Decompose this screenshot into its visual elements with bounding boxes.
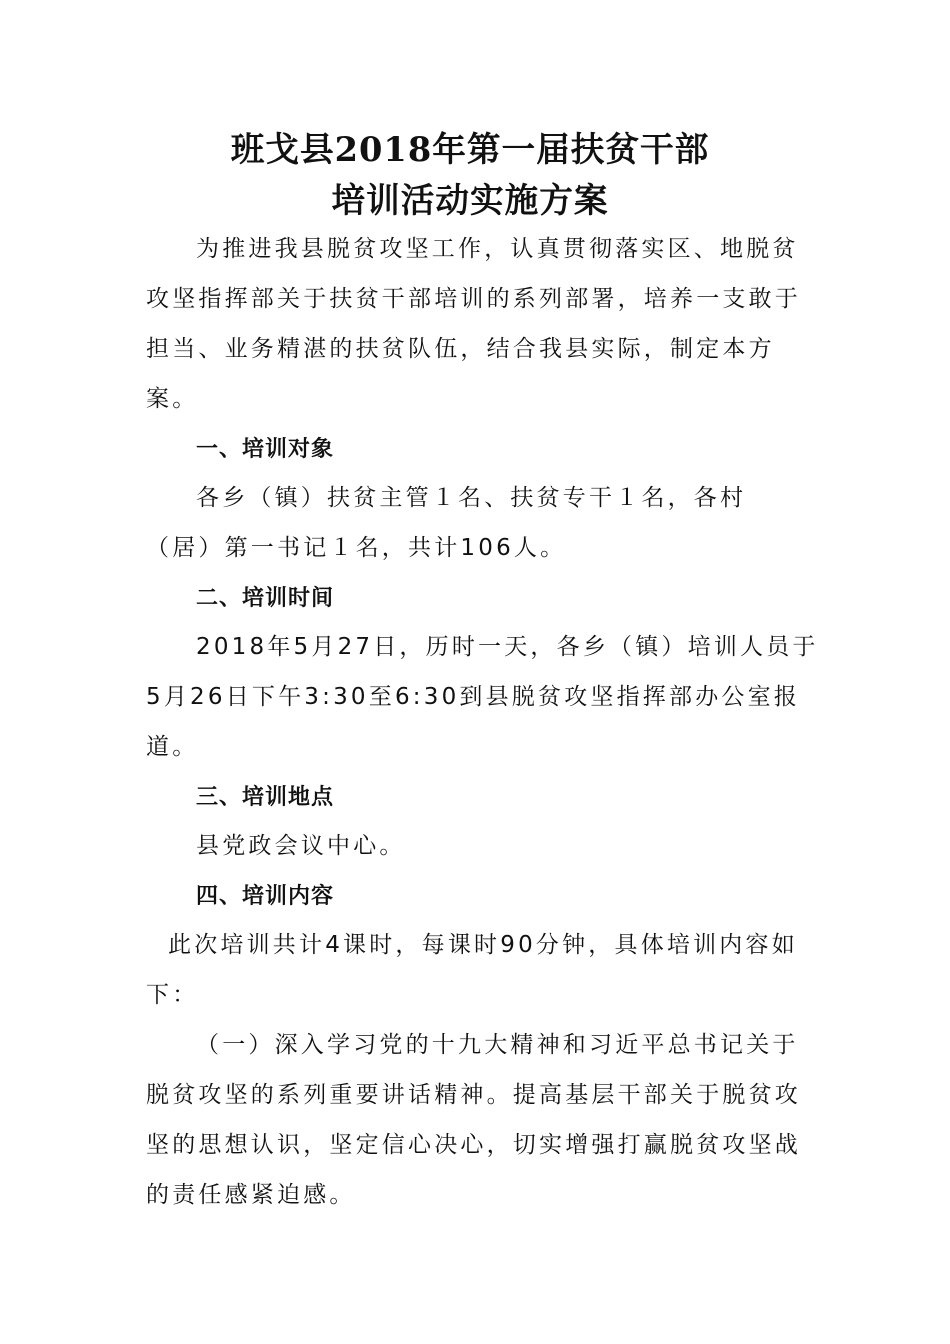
section2-line-1: 2018年5月27日，历时一天，各乡（镇）培训人员于	[196, 634, 819, 660]
document-title-line-2: 培训活动实施方案	[331, 181, 609, 221]
section3-line-1: 县党政会议中心。	[196, 833, 406, 859]
content-item-1-line-1: （一）深入学习党的十九大精神和习近平总书记关于	[196, 1032, 799, 1058]
section4-line-2: 下：	[146, 982, 199, 1008]
section1-line-1: 各乡（镇）扶贫主管１名、扶贫专干１名，各村	[196, 485, 747, 511]
section-heading-targets: 一、培训对象	[196, 437, 335, 462]
intro-line-4: 案。	[146, 386, 199, 412]
section-heading-content: 四、培训内容	[196, 884, 335, 909]
section-heading-location: 三、培训地点	[196, 785, 335, 810]
content-item-1-line-3: 坚的思想认识，坚定信心决心，切实增强打赢脱贫攻坚战	[146, 1132, 801, 1158]
intro-line-3: 担当、业务精湛的扶贫队伍，结合我县实际，制定本方	[146, 336, 775, 362]
section-heading-time: 二、培训时间	[196, 586, 335, 611]
section2-line-2: 5月26日下午3:30至6:30到县脱贫攻坚指挥部办公室报	[146, 684, 800, 710]
section4-line-1: 此次培训共计4课时，每课时90分钟，具体培训内容如	[168, 932, 798, 958]
intro-line-2: 攻坚指挥部关于扶贫干部培训的系列部署，培养一支敢于	[146, 286, 801, 312]
section1-line-2: （居）第一书记１名，共计106人。	[146, 535, 567, 561]
content-item-1-line-4: 的责任感紧迫感。	[146, 1182, 356, 1208]
content-item-1-line-2: 脱贫攻坚的系列重要讲话精神。提高基层干部关于脱贫攻	[146, 1082, 801, 1108]
section2-line-3: 道。	[146, 734, 199, 760]
intro-line-1: 为推进我县脱贫攻坚工作，认真贯彻落实区、地脱贫	[196, 236, 799, 262]
document-title-line-1: 班戈县2018年第一届扶贫干部	[230, 130, 710, 170]
